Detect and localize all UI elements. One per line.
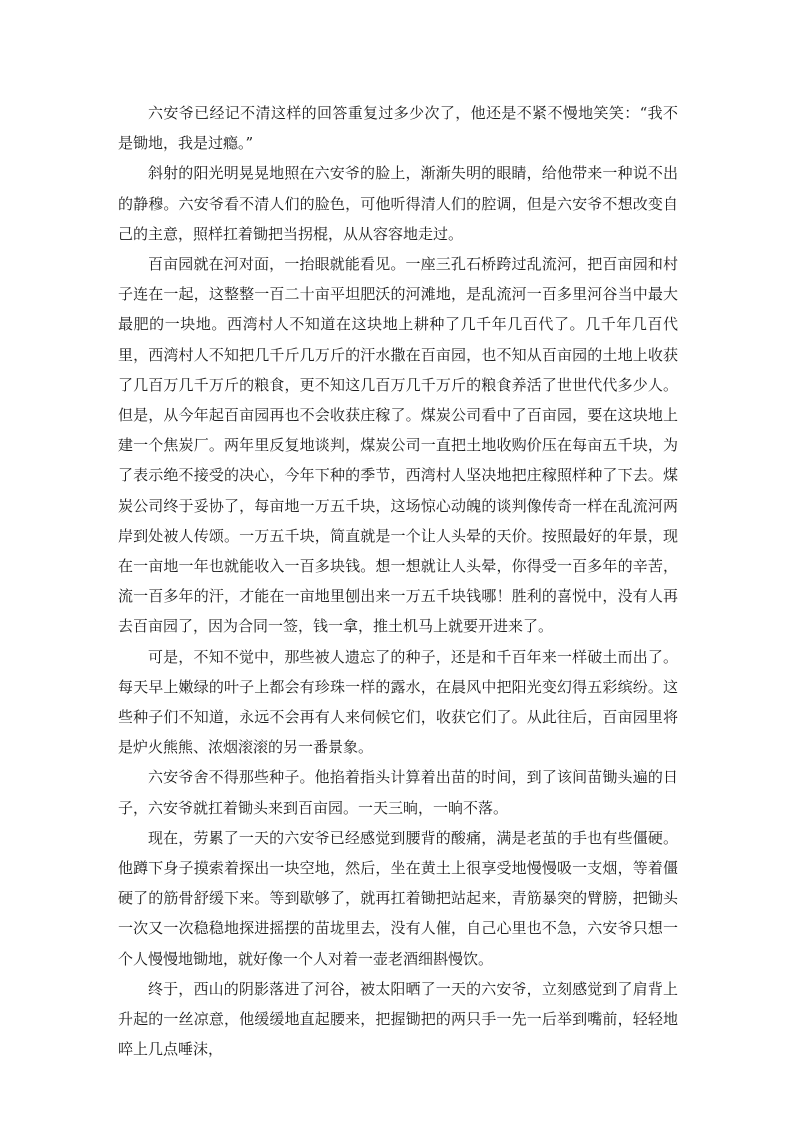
paragraph: 斜射的阳光明晃晃地照在六安爷的脸上，渐渐失明的眼睛，给他带来一种说不出的静穆。六安爷看不清人们的脸色，可他听得清人们的腔调，但是六安爷不想改变自己的主意，照样扛着锄把当拐棍，从从容容地走过。 — [118, 164, 678, 243]
paragraph: 六安爷舍不得那些种子。他掐着指头计算着出苗的时间，到了该间苗锄头遍的日子，六安爷就扛着锄头来到百亩园。一天三晌，一晌不落。 — [118, 768, 678, 817]
paragraph: 可是，不知不觉中，那些被人遗忘了的种子，还是和千百年来一样破土而出了。每天早上嫩绿的叶子上都会有珍珠一样的露水，在晨风中把阳光变幻得五彩缤纷。这些种子们不知道，永远不会再有人来伺候它们，收获它们了。从此往后，百亩园里将是炉火熊熊、浓烟滚滚的另一番景象。 — [118, 647, 678, 757]
paragraph: 终于，西山的阴影落进了河谷，被太阳晒了一天的六安爷，立刻感觉到了肩背上升起的一丝凉意，他缓缓地直起腰来，把握锄把的两只手一先一后举到嘴前，轻轻地啐上几点唾沫， — [118, 979, 678, 1059]
document-body — [118, 98, 678, 1065]
paragraph: 百亩园就在河对面，一抬眼就能看见。一座三孔石桥跨过乱流河，把百亩园和村子连在一起，这整整一百二十亩平坦肥沃的河滩地，是乱流河一百多里河谷当中最大最肥的一块地。西湾村人不知道在这块地上耕种了几千年几百代了。几千年几百代里，西湾村人不知把几千斤几万斤的汗水撒在百亩园，也不知从百亩园的土地上收获了几百万几千万斤的粮食，更不知这几百万几千万斤的粮食养活了世世代代多少人。但是，从今年起百亩园再也不会收获庄稼了。煤炭公司看中了百亩园，要在这块地上建一个焦炭厂。两年里反复地谈判，煤炭公司一直把土地收购价压在每亩五千块，为了表示绝不接受的决心，今年下种的季节，西湾村人坚决地把庄稼照样种了下去。煤炭公司终于妥协了，每亩地一万五千块，这场惊心动魄的谈判像传奇一样在乱流河两岸到处被人传颂。一万五千块，简直就是一个让人头晕的天价。按照最好的年景，现在一亩地一年也就能收入一百多块钱。想一想就让人头晕，你得受一百多年的辛苦，流一百多年的汗，才能在一亩地里刨出来一万五千块钱哪！胜利的喜悦中，没有人再去百亩园了，因为合同一签，钱一拿，推土机马上就要开进来了。 — [118, 255, 678, 636]
paragraph: 现在，劳累了一天的六安爷已经感觉到腰背的酸痛，满是老茧的手也有些僵硬。他蹲下身子摸索着探出一块空地，然后，坐在黄土上很享受地慢慢吸一支烟，等着僵硬了的筋骨舒缓下来。等到歇够了，就再扛着锄把站起来，青筋暴突的臂膀，把锄头一次又一次稳稳地探进摇摆的苗垅里去，没有人催，自己心里也不急，六安爷只想一个人慢慢地锄地，就好像一个人对着一壶老酒细斟慢饮。 — [118, 828, 678, 968]
paragraph: 六安爷已经记不清这样的回答重复过多少次了，他还是不紧不慢地笑笑：“我不是锄地，我是过瘾。” — [118, 104, 678, 153]
